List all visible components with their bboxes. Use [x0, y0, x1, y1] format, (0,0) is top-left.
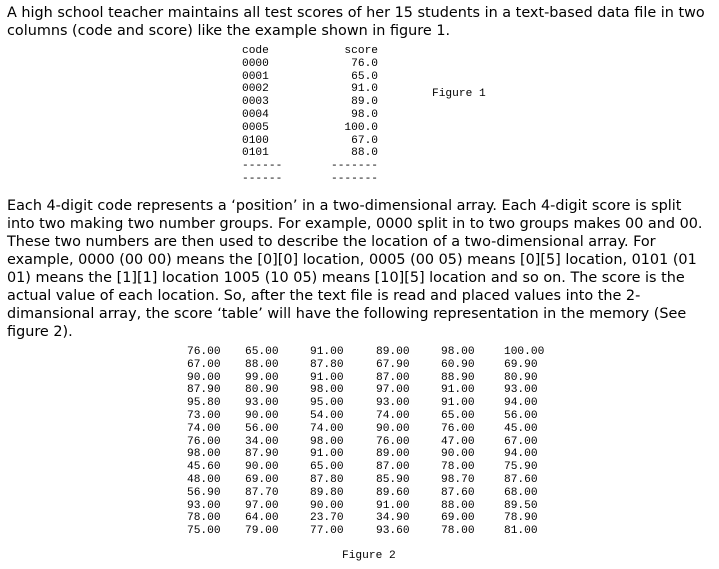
code-cell: 0101	[242, 147, 269, 160]
table-cell: 87.80	[310, 473, 344, 486]
table-cell: 98.00	[187, 448, 221, 461]
table-cell: 76.00	[187, 435, 221, 448]
table-cell: 69.90	[504, 358, 538, 371]
table-row	[187, 372, 552, 385]
table-row	[187, 474, 552, 487]
table-cell: 45.00	[504, 422, 538, 435]
table-cell: 56.00	[245, 422, 279, 435]
table-cell: 95.80	[187, 397, 221, 410]
table-row	[187, 500, 552, 513]
table-cell: 56.00	[504, 409, 538, 422]
table-cell: 93.60	[376, 525, 410, 538]
table-cell: 67.00	[187, 358, 221, 371]
table-cell: 100.00	[504, 346, 545, 358]
table-cell: 88.90	[441, 371, 475, 384]
table-cell: 87.80	[310, 358, 344, 371]
score-cell: 89.0	[351, 96, 378, 109]
table-cell: 91.00	[376, 499, 410, 512]
score-cell: 65.0	[351, 70, 378, 83]
table-cell: 99.00	[245, 371, 279, 384]
score-cell: 67.0	[351, 134, 378, 147]
table-cell: 90.00	[245, 409, 279, 422]
table-cell: 91.00	[310, 448, 344, 461]
table-cell: 89.00	[376, 448, 410, 461]
table-cell: 65.00	[245, 346, 279, 358]
table-cell: 65.00	[441, 409, 475, 422]
code-cell: 0004	[242, 108, 269, 121]
table-cell: 80.90	[245, 384, 279, 397]
table-cell: 90.00	[310, 499, 344, 512]
table-cell: 94.00	[504, 448, 538, 461]
table-row	[187, 410, 552, 423]
table-cell: 76.00	[376, 435, 410, 448]
table-cell: 78.00	[187, 512, 221, 525]
table-cell: 65.00	[310, 461, 344, 474]
score-cell: 76.0	[351, 57, 378, 70]
table-cell: 74.00	[376, 409, 410, 422]
table-cell: 90.00	[187, 371, 221, 384]
table-row	[187, 525, 552, 538]
table-cell: 94.00	[504, 397, 538, 410]
table-row	[187, 397, 552, 410]
figure1-score-column	[330, 45, 378, 186]
table-cell: 78.00	[441, 461, 475, 474]
table-cell: 90.00	[245, 461, 279, 474]
table-cell: 69.00	[441, 512, 475, 525]
table-cell: 91.00	[441, 397, 475, 410]
table-cell: 77.00	[310, 525, 344, 538]
table-cell: 74.00	[187, 422, 221, 435]
table-cell: 73.00	[187, 409, 221, 422]
table-cell: 98.00	[310, 384, 344, 397]
code-cell: 0001	[242, 70, 269, 83]
table-cell: 75.00	[187, 525, 221, 538]
table-cell: 89.50	[504, 499, 538, 512]
table-cell: 78.00	[441, 525, 475, 538]
table-cell: 98.00	[310, 435, 344, 448]
table-row	[187, 346, 552, 359]
table-cell: 87.70	[245, 486, 279, 499]
score-cell: 91.0	[351, 83, 378, 96]
table-cell: 89.00	[376, 346, 410, 358]
table-cell: 48.00	[187, 473, 221, 486]
table-cell: 67.90	[376, 358, 410, 371]
table-cell: 23.70	[310, 512, 344, 525]
table-cell: 60.90	[441, 358, 475, 371]
table-cell: 34.00	[245, 435, 279, 448]
table-cell: 90.00	[441, 448, 475, 461]
table-row	[187, 512, 552, 525]
code-cell: 0100	[242, 134, 269, 147]
code-header: code	[242, 45, 269, 57]
table-cell: 76.00	[187, 346, 221, 358]
table-cell: 89.80	[310, 486, 344, 499]
table-cell: 87.90	[187, 384, 221, 397]
table-row	[187, 436, 552, 449]
table-cell: 87.00	[376, 371, 410, 384]
figure1-caption: Figure 1	[432, 88, 486, 100]
table-cell: 88.00	[441, 499, 475, 512]
table-cell: 93.00	[504, 384, 538, 397]
table-cell: 87.90	[245, 448, 279, 461]
table-cell: 97.00	[376, 384, 410, 397]
table-cell: 64.00	[245, 512, 279, 525]
table-cell: 93.00	[245, 397, 279, 410]
table-cell: 98.00	[441, 346, 475, 358]
score-cell: 98.0	[351, 108, 378, 121]
table-cell: 89.60	[376, 486, 410, 499]
table-cell: 98.70	[441, 473, 475, 486]
table-cell: 88.00	[245, 358, 279, 371]
table-row	[187, 461, 552, 474]
table-cell: 68.00	[504, 486, 538, 499]
intro-paragraph: A high school teacher maintains all test scores of her 15 students in a text-based data file in two columns (code and score) like the example shown in figure 1.	[7, 5, 705, 39]
table-cell: 45.60	[187, 461, 221, 474]
table-cell: 54.00	[310, 409, 344, 422]
table-cell: 97.00	[245, 499, 279, 512]
table-cell: 91.00	[310, 346, 344, 358]
table-cell: 34.90	[376, 512, 410, 525]
table-cell: 85.90	[376, 473, 410, 486]
table-cell: 93.00	[376, 397, 410, 410]
table-cell: 91.00	[310, 371, 344, 384]
figure1-code-column	[242, 45, 282, 186]
table-cell: 47.00	[441, 435, 475, 448]
table-cell: 87.60	[441, 486, 475, 499]
score-dashes: -------	[331, 172, 378, 185]
score-cell: 100.0	[344, 121, 378, 134]
figure2-caption: Figure 2	[342, 550, 396, 562]
table-row	[187, 487, 552, 500]
table-cell: 67.00	[504, 435, 538, 448]
code-cell: 0000	[242, 57, 269, 70]
table-cell: 87.60	[504, 473, 538, 486]
table-row	[187, 359, 552, 372]
table-cell: 75.90	[504, 461, 538, 474]
code-dashes: ------	[242, 172, 283, 185]
body-paragraph: Each 4-digit code represents a ‘position’ in a two-dimensional array. Each 4-digit score is split into two making two number groups. For example, 0000 split in to two groups makes 00 and 00. These two numbers are then used to describe the location of a two-dimensional array. For example, 0000 (00 00) means the [0][0] location, 0005 (00 05) means [0][5] location, 0101 (01 01) means the [1][1] location 1005 (10 05) means [10][5] location and so on. The score is the actual value of each location. So, after the text file is read and placed values into the 2-dimansional array, the score ‘table’ will have the following representation in the memory (See figure 2).	[7, 198, 703, 340]
score-header: score	[344, 45, 378, 57]
table-cell: 87.00	[376, 461, 410, 474]
table-cell: 90.00	[376, 422, 410, 435]
table-cell: 76.00	[441, 422, 475, 435]
code-cell: 0005	[242, 121, 269, 134]
table-cell: 93.00	[187, 499, 221, 512]
table-row	[187, 423, 552, 436]
table-row	[187, 384, 552, 397]
table-cell: 79.00	[245, 525, 279, 538]
table-cell: 56.90	[187, 486, 221, 499]
figure2-score-table	[187, 346, 552, 538]
code-cell: 0003	[242, 96, 269, 109]
score-dashes: -------	[331, 160, 378, 173]
table-cell: 78.90	[504, 512, 538, 525]
table-cell: 80.90	[504, 371, 538, 384]
code-dashes: ------	[242, 160, 283, 173]
table-cell: 95.00	[310, 397, 344, 410]
table-row	[187, 448, 552, 461]
code-cell: 0002	[242, 83, 269, 96]
table-cell: 74.00	[310, 422, 344, 435]
table-cell: 91.00	[441, 384, 475, 397]
score-cell: 88.0	[351, 147, 378, 160]
table-cell: 69.00	[245, 473, 279, 486]
table-cell: 81.00	[504, 525, 538, 538]
